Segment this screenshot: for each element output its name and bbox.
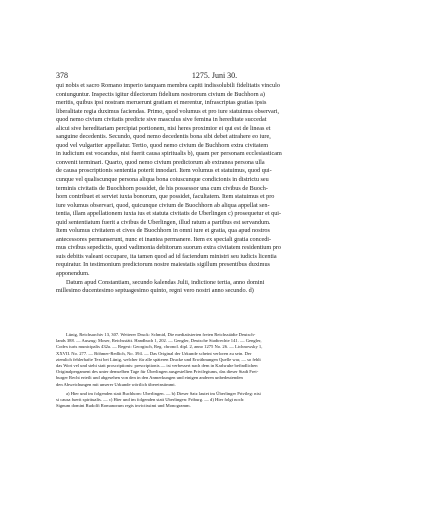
text-line: apponendum.: [56, 270, 90, 278]
charter-text: [56, 82, 374, 296]
text-line: coniunguntur. Inspectis igitur dilectorum fidelium nostrorum civium de Buchhorn a): [56, 90, 265, 98]
text-line: requiratur. In testimonium predictorum nostre maiestatis sigillum presentibus duximus: [56, 261, 270, 269]
variant-note-line: si causa fuerit spiritualis. — c) Hier und im folgenden statt Uberlingen: Friburg. — d) Hier folgt noch:: [56, 396, 245, 402]
text-line: convenit terminari. Quarto, quod nemo civium predictorum ab extranea persona ulla: [56, 158, 265, 166]
footnotes: [56, 332, 374, 409]
text-line: qui nobis et sacro Romano imperio tanquam membra capiti indissolubili fidelitatis vinculo: [56, 82, 280, 89]
page-number: 378: [56, 71, 68, 80]
text-line: quid sententiatum fuerit a civibus de Uberlingen, illud ratum a partibus est servandum.: [56, 218, 271, 226]
text-line: tentia, illam appellationem iuxta ius et statuta civitatis de Uberlingen c) prosequetur et qui-: [56, 210, 282, 218]
source-note-line: Originalpergament des unter demselben Tage für Überlingen ausgestellten Privilegiums, das dieser Stadt Frei-: [56, 369, 259, 375]
text-line: horn contribuet et serviet iuxta bonorum, que possidet, facultatem. Item statuimus et pro: [56, 193, 275, 201]
text-line: quod nemo civium civitatis predicte sive masculus sive femina in hereditate succedat: [56, 116, 267, 124]
text-line: cunque vel qualiscunque persona aliqua bona coiuscunque condicionis in districtu seu: [56, 176, 269, 184]
text-line: sanguine decedentis. Secundo, quod nemo decedentis bona sibi debet attrahere eo iure,: [56, 133, 271, 141]
text-line: mus civibus sepedictis, quod vadimonia debitorum suorum extra civitatem residentium pro: [56, 244, 281, 252]
text-line: antecessores permanserunt, nunc et inantea permanere. Item ex speciali gratia concedi-: [56, 235, 272, 243]
text-line: de causa proscriptionis sententia poterit innodari. Item volumus et statuimus, quod qui-: [56, 167, 272, 175]
page-date-heading: 1275. Juni 30.: [191, 71, 238, 80]
source-note-line: XXVII. No. 277. — Böhmer-Redlich, No. 394. — Das Original der Urkunde scheint verloren zu sein. Der: [56, 350, 252, 356]
text-line: meritis, quibus ipsi nostram meruerunt gratiam et merentur, infrascriptas gratias ipsis: [56, 99, 267, 107]
text-line: terminis civitatis de Buochhorn possidet, de his possessor una cum civibus de Buoch-: [56, 184, 268, 192]
text-line: quod vel vulgariter appellatur. Tertio, quod nemo civium de Buchhorn extra civitatem: [56, 141, 269, 149]
text-line: suis debitis valeant occupare, ita tamen quod ad id faciendum ministri seu iudicis licentia: [56, 252, 277, 260]
source-note-line: das Wort vel und steht statt proscriptionis: prescriptionis — ist verbessert nach dem in Karlsruhe befindlichen: [56, 362, 258, 368]
source-note-line: ziemlich fehlerhafte Text bei Lünig, welcher für alle späteren Drucke und Erwähnungen Quelle war, — so fehlt: [56, 356, 261, 362]
text-line: alicui sive hereditariam percipiat portionem, nisi heres proximior ei qui est de lineas et: [56, 124, 271, 132]
text-line: Item volumus civitatem et cives de Buochhorn in omni iure et gratia, qua apud nostros: [56, 227, 270, 235]
text-line: liberalitate regia duximus faciendas. Primo, quod volumus et pro iure statuimus observari,: [56, 107, 280, 115]
source-note-line: lands 388. — Auszug: Moser, Reichsstätt. Handbuch 1, 202. — Gengler, Deutsche Stadtrechte 141. — Gengler,: [56, 338, 262, 344]
variant-note-line: a) Hier und im folgenden statt Buchhorn: Uberlingen. — b) Dieser Satz lautet im Überlinger Privileg: nisi: [66, 390, 261, 396]
text-line: in iudicium est vocandus, nisi fuerit causa spiritualis b), quam per personam ecclesiasticam: [56, 150, 282, 158]
text-line: iure volumus observari, quod, quicunque civium de Buochhorn ab aliqua appellat sen-: [56, 201, 270, 209]
source-note-line: Lünig, Reichsarchiv 13, 307. Weiterer Druck: Schmid, Die mediatisierten freien Reichsstädte Deutsch-: [66, 332, 256, 337]
source-note-line: burger Recht erteilt und abgesehen von den in den Anmerkungen und einigen anderen unbedeutenden: [56, 375, 243, 381]
dating-line: Datum apud Constantiam, secundo kalendas Julii, indictione tertia, anno domini: [66, 278, 265, 286]
variant-note-line: Signum domini Rudolfi Romanorum regis invictissimi und Monogramm.: [56, 403, 191, 409]
source-note-line: Codex iuris municipalis 432a. — Regest: Georgisch, Reg. chronol. dipl. 2, anno 1275 No. 26. — Lichnowsky 1,: [56, 344, 263, 350]
dating-line: millesimo ducentesimo septuagesimo quinto, regni vero nostri anno secundo. d): [56, 287, 254, 295]
source-note-line: den Abweichungen mit unserer Urkunde wörtlich übereinstimmt.: [56, 381, 176, 387]
